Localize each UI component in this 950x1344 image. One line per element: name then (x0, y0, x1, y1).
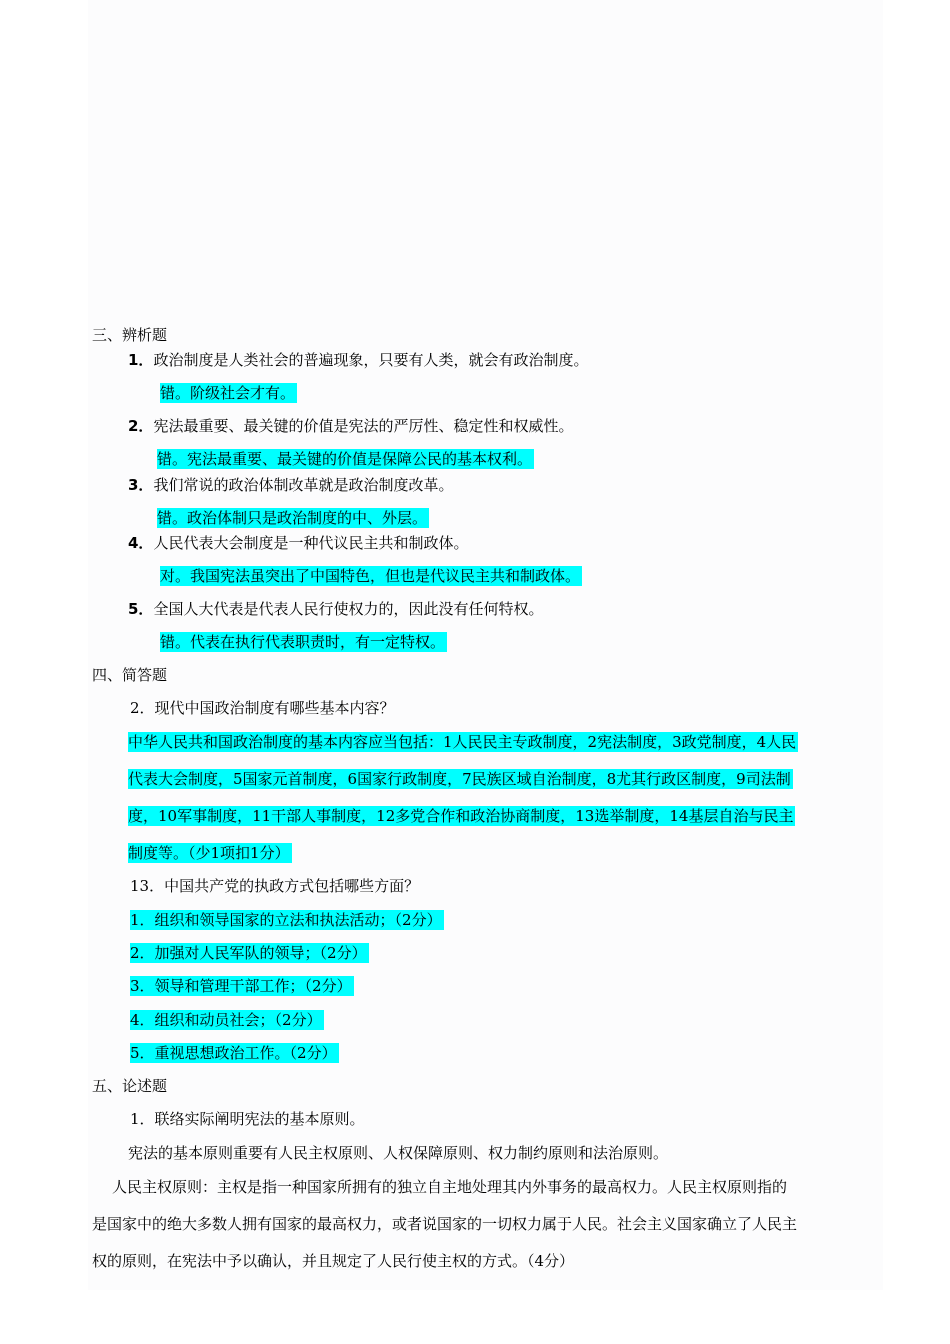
answer-3-1 (160, 383, 297, 404)
question-3-5 (128, 599, 543, 620)
question-text: 全国人大代表是代表人民行使权力的，因此没有任何特权。 (153, 600, 544, 618)
question-text: 人民代表大会制度是一种代议民主共和制政体。 (153, 534, 469, 552)
highlighted-answer: 度，10军事制度，11干部人事制度，12多党合作和政治协商制度，13选举制度，14基层自治与民主 (128, 807, 794, 825)
answer-4-2-line (128, 732, 798, 753)
highlighted-answer: 错。政治体制只是政治制度的中、外层。 (157, 509, 428, 527)
highlighted-answer: 1．组织和领导国家的立法和执法活动；（2分） (130, 911, 442, 929)
highlighted-answer: 错。宪法最重要、最关键的价值是保障公民的基本权利。 (157, 450, 533, 468)
highlighted-answer: 3．领导和管理干部工作；（2分） (130, 977, 352, 995)
answer-5-1-paragraph-line: 人民主权原则：主权是指一种国家所拥有的独立自主地处理其内外事务的最高权力。人民主权原则指的 (112, 1178, 788, 1196)
answer-4-2-line (128, 843, 292, 864)
question-5-1: 1．联络实际阐明宪法的基本原则。 (130, 1110, 365, 1128)
question-4-2: 2．现代中国政治制度有哪些基本内容？ (130, 699, 395, 717)
answer-4-13-item (130, 1043, 339, 1064)
question-3-3 (128, 475, 453, 496)
question-text: 政治制度是人类社会的普遍现象，只要有人类，就会有政治制度。 (153, 351, 589, 369)
question-3-4 (128, 533, 468, 554)
highlighted-answer: 制度等。（少1项扣1分） (128, 844, 290, 862)
section-5-heading: 五、论述题 (92, 1077, 168, 1095)
section-3-heading: 三、辨析题 (92, 326, 168, 344)
highlighted-answer: 5．重视思想政治工作。（2分） (130, 1044, 337, 1062)
answer-5-1-paragraph-line: 是国家中的绝大多数人拥有国家的最高权力，或者说国家的一切权力属于人民。社会主义国家确立了人民主 (92, 1215, 798, 1233)
answer-4-13-item (130, 976, 354, 997)
highlighted-answer: 对。我国宪法虽突出了中国特色，但也是代议民主共和制政体。 (160, 567, 581, 585)
answer-5-1-paragraph: 宪法的基本原则重要有人民主权原则、人权保障原则、权力制约原则和法治原则。 (128, 1144, 669, 1162)
question-number: 4． (128, 534, 154, 552)
answer-3-3 (157, 508, 429, 529)
question-number: 5． (128, 600, 154, 618)
answer-3-2 (157, 449, 534, 470)
highlighted-answer: 4．组织和动员社会；（2分） (130, 1011, 322, 1029)
question-3-2 (128, 416, 573, 437)
answer-5-1-paragraph-line: 权的原则，在宪法中予以确认，并且规定了人民行使主权的方式。（4分） (92, 1252, 575, 1270)
question-number: 2． (128, 417, 154, 435)
answer-3-4 (160, 566, 582, 587)
highlighted-answer: 代表大会制度，5国家元首制度，6国家行政制度，7民族区域自治制度，8尤其行政区制度，9司法制 (128, 770, 791, 788)
question-text: 宪法最重要、最关键的价值是宪法的严厉性、稳定性和权威性。 (153, 417, 574, 435)
question-text: 我们常说的政治体制改革就是政治制度改革。 (153, 476, 454, 494)
answer-4-13-item (130, 1010, 324, 1031)
answer-4-13-item (130, 943, 369, 964)
question-3-1 (128, 350, 588, 371)
highlighted-answer: 错。代表在执行代表职责时，有一定特权。 (160, 633, 446, 651)
highlighted-answer: 错。阶级社会才有。 (160, 384, 296, 402)
highlighted-answer: 中华人民共和国政治制度的基本内容应当包括：1人民民主专政制度，2宪法制度，3政党制度，4人民 (128, 733, 797, 751)
section-4-heading: 四、简答题 (92, 666, 168, 684)
answer-4-2-line (128, 806, 795, 827)
answer-4-2-line (128, 769, 793, 790)
answer-4-13-item (130, 910, 444, 931)
question-number: 3． (128, 476, 154, 494)
answer-3-5 (160, 632, 447, 653)
question-4-13: 13．中国共产党的执政方式包括哪些方面？ (130, 877, 420, 895)
highlighted-answer: 2．加强对人民军队的领导；（2分） (130, 944, 367, 962)
question-number: 1． (128, 351, 154, 369)
